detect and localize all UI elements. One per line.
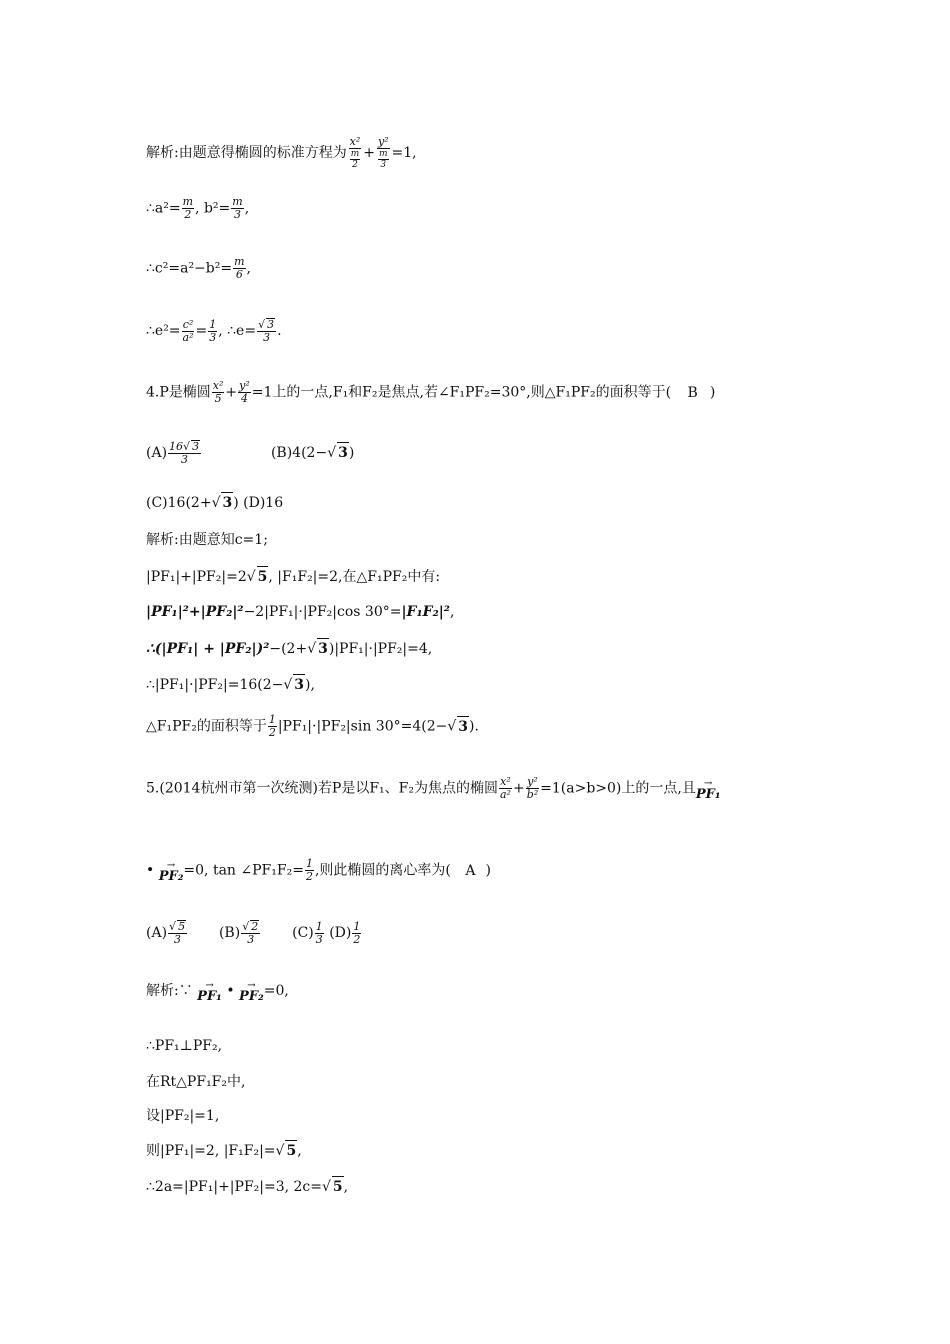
text: ): [709, 384, 716, 401]
text: 4.P是椭圆: [146, 384, 211, 401]
text: , |F₁F₂|=2,在△F₁PF₂中有:: [268, 569, 441, 585]
fraction: [208, 319, 217, 344]
text: 5.(2014杭州市第一次统测)若P是以F₁、F₂为焦点的椭圆: [146, 780, 498, 797]
den: 6: [235, 268, 243, 281]
sqrt: 5: [285, 1140, 297, 1161]
text: =0, tan ∠PF₁F₂=: [183, 862, 304, 879]
fraction: [376, 136, 391, 170]
text: , ∴e=: [218, 323, 257, 339]
den: 2: [352, 160, 358, 170]
plus: +: [363, 145, 375, 161]
den: 3: [209, 330, 217, 344]
arrow: →: [247, 980, 256, 991]
vec-label: PF₂: [239, 989, 264, 1004]
num: m: [379, 149, 388, 159]
sqrt-sign: √: [322, 1179, 331, 1195]
q5-sol5: [146, 1140, 302, 1161]
fraction: [238, 380, 251, 405]
text: 设|PF₂|=1,: [146, 1108, 220, 1124]
text: ,: [244, 200, 250, 217]
text: ).: [469, 718, 479, 735]
q4-sol5: [146, 674, 315, 695]
num: y²: [239, 379, 250, 392]
den: 4: [240, 392, 248, 405]
den: [348, 149, 363, 170]
num: m: [232, 195, 243, 208]
sqrt: 3: [457, 716, 469, 737]
q5-sol2: [146, 1036, 222, 1056]
fraction: [241, 920, 260, 946]
sqrt: 3: [192, 440, 200, 453]
num: 1: [305, 857, 313, 870]
num-int: 16: [169, 440, 184, 453]
text: |PF₁|·|PF₂|sin 30°=4(2−: [277, 718, 448, 735]
option-b-label: (B): [218, 925, 241, 941]
num: x²: [349, 135, 361, 148]
num: m: [350, 149, 360, 159]
option-a-label: (A): [146, 445, 168, 461]
text: ,: [246, 260, 251, 277]
num: m: [182, 195, 194, 208]
q4-sol4: [146, 638, 432, 659]
sol3-line4: [146, 318, 282, 344]
sqrt-sign: √: [307, 641, 317, 657]
den: 5: [214, 392, 222, 405]
text: ∴a²=: [146, 200, 181, 217]
text: △F₁PF₂的面积等于: [146, 718, 267, 735]
num: √ 5: [169, 920, 186, 933]
text: ,: [297, 1143, 302, 1159]
fraction: [526, 776, 539, 801]
vector-pf1: [696, 778, 721, 800]
den: 3: [315, 932, 323, 946]
den: a²: [182, 330, 194, 344]
sqrt-sign: √: [327, 445, 337, 461]
sqrt-sign: √: [211, 495, 221, 511]
vec-label: PF₂: [158, 868, 184, 884]
den: 2: [268, 726, 276, 739]
q4-sol3: [146, 602, 454, 622]
answer: B: [687, 384, 698, 401]
sqrt: 3: [267, 318, 275, 331]
text: 在Rt△PF₁F₂中,: [146, 1074, 246, 1090]
q5-stem: [146, 776, 721, 801]
den: 3: [263, 331, 271, 344]
num: x²: [500, 775, 511, 788]
text: ∴e²=: [146, 323, 181, 339]
fraction: [257, 318, 276, 344]
text: =1,: [391, 145, 417, 161]
text: =0,: [263, 983, 289, 999]
text: |F₁F₂|²: [401, 604, 450, 620]
den: 3: [247, 933, 255, 946]
fraction: [233, 256, 245, 281]
text: ): [485, 862, 491, 879]
sqrt-sign: √: [275, 1143, 285, 1159]
plus: +: [225, 384, 238, 401]
den: 2: [353, 932, 361, 946]
sqrt-sign: √: [283, 677, 293, 693]
sol3-line3: [146, 256, 251, 281]
q4-options-ab: [146, 440, 354, 466]
num: y²: [527, 775, 538, 788]
num: 1: [315, 919, 323, 933]
fraction: [499, 776, 512, 801]
fraction: [182, 319, 195, 344]
fraction: [212, 380, 225, 405]
fraction: [305, 858, 314, 883]
option-b-label: (B)4(2−: [270, 445, 328, 461]
q5-options: [146, 920, 362, 946]
vector-pf2: [159, 860, 184, 882]
q5-sol4: [146, 1106, 219, 1126]
text: ∴(|PF₁| + |PF₂|)²: [146, 641, 270, 657]
text: ,: [343, 1179, 349, 1195]
text: 则|PF₁|=2, |F₁F₂|=: [146, 1143, 276, 1159]
den: [376, 149, 391, 170]
fraction: [182, 196, 194, 221]
text: ∴c²=a²−b²=: [146, 260, 233, 277]
answer: A: [465, 862, 476, 879]
text: |PF₁|²+|PF₂|²: [146, 604, 244, 620]
dot: •: [226, 983, 235, 999]
q4-stem: [146, 380, 715, 405]
sqrt: 2: [251, 920, 259, 933]
dot: •: [146, 862, 155, 879]
text: ): [348, 445, 355, 461]
vector-pf2: [239, 980, 264, 1002]
text: ∴2a=|PF₁|+|PF₂|=3, 2c=: [146, 1179, 322, 1195]
fraction: [168, 440, 201, 466]
text: ,则此椭圆的离心率为(: [314, 862, 451, 879]
sqrt: 3: [293, 674, 305, 695]
sqrt-sign: √: [447, 718, 457, 735]
den: a²: [499, 788, 511, 801]
fraction: [231, 196, 243, 221]
arrow: →: [704, 777, 713, 789]
sqrt: 5: [257, 566, 269, 587]
num: m: [234, 255, 245, 268]
text: =1上的一点,F₁和F₂是焦点,若∠F₁PF₂=30°,则△F₁PF₂的面积等于(: [251, 384, 672, 401]
option-c-label: (C)16(2+: [146, 495, 212, 511]
den: 2: [305, 870, 313, 883]
sol3-intro-line: [146, 136, 417, 170]
vec-label: PF₁: [197, 989, 222, 1004]
vec-label: PF₁: [695, 786, 721, 802]
text: =1(a>b>0)上的一点,且: [540, 780, 696, 797]
option-d-label: (D): [329, 925, 352, 941]
arrow: →: [205, 980, 214, 991]
option-a-label: (A): [146, 925, 168, 941]
den: 3: [233, 208, 241, 221]
text: )|PF₁|·|PF₂|=4,: [328, 641, 433, 657]
fraction: [268, 714, 277, 739]
q5-stem-cont: [146, 858, 491, 883]
sqrt: 5: [332, 1176, 344, 1197]
num: c²: [182, 317, 194, 331]
fraction: [168, 920, 187, 946]
text: 解析:由题意得椭圆的标准方程为: [146, 145, 347, 161]
q5-sol6: [146, 1176, 348, 1197]
den: 3: [380, 160, 387, 170]
fraction: [348, 136, 363, 170]
text: |PF₁|+|PF₂|=2: [146, 569, 247, 585]
q4-sol1: [146, 530, 268, 550]
text: 解析:∵: [146, 983, 193, 999]
sol3-line2: [146, 196, 249, 221]
q4-sol2: [146, 566, 440, 587]
text: 解析:由题意知c=1;: [146, 532, 268, 548]
den: 3: [174, 933, 182, 946]
arrow: →: [166, 859, 176, 871]
num: 1: [209, 317, 217, 331]
plus: +: [512, 780, 525, 797]
num: 1: [268, 713, 276, 726]
num: 1: [353, 919, 361, 933]
sqrt: 5: [178, 920, 186, 933]
text: −2|PF₁|·|PF₂|cos 30°=: [243, 604, 402, 620]
q4-sol6: [146, 714, 479, 739]
num: x²: [212, 379, 224, 392]
text: .: [277, 323, 282, 339]
text: , b²=: [195, 200, 231, 217]
sqrt: 3: [221, 492, 233, 513]
num: √ 3: [258, 318, 275, 331]
den: b²: [526, 788, 539, 801]
sqrt: 3: [337, 442, 349, 463]
fraction: [378, 149, 389, 170]
q4-options-cd: [146, 492, 283, 513]
fraction: [350, 149, 361, 170]
num: y²: [377, 135, 389, 148]
num: √ 2: [242, 920, 259, 933]
text: −(2+: [269, 641, 308, 657]
text: ∴|PF₁|·|PF₂|=16(2−: [146, 677, 284, 693]
fraction: [315, 921, 324, 946]
num: 16√ 3: [169, 440, 200, 453]
text: ,: [449, 604, 455, 620]
q5-sol3: [146, 1072, 245, 1092]
option-c-label: (C): [292, 925, 314, 941]
sqrt: 3: [317, 638, 329, 659]
q5-sol1: [146, 980, 289, 1002]
den: 3: [181, 453, 189, 466]
text: ∴PF₁⊥PF₂,: [146, 1038, 223, 1054]
den: 2: [184, 208, 192, 221]
text: =: [195, 323, 208, 339]
vector-pf1: [197, 980, 222, 1002]
sqrt-sign: √: [246, 569, 256, 585]
text: ) (D)16: [233, 495, 284, 511]
fraction: [352, 921, 361, 946]
text: ),: [305, 677, 315, 693]
